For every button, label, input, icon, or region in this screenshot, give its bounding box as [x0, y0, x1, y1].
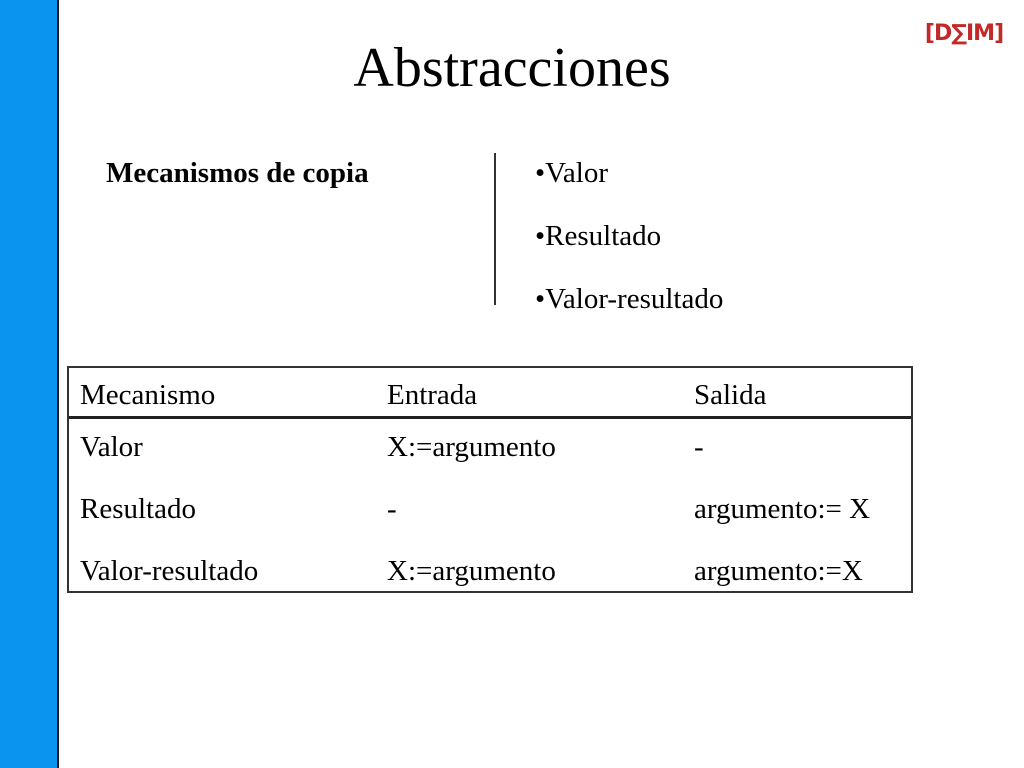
divider-line — [494, 153, 496, 305]
list-item: • Resultado — [535, 218, 723, 254]
table-cell: Valor-resultado — [80, 555, 259, 587]
mechanisms-table — [67, 366, 913, 593]
logo-sigma: ∑ — [951, 20, 966, 46]
table-header — [69, 368, 911, 419]
logo-bracket-left: [ — [924, 20, 934, 46]
side-bar — [0, 0, 59, 768]
logo-text-right: IM — [966, 20, 995, 46]
table-cell: argumento:=X — [694, 555, 863, 587]
logo-bracket-right: ] — [994, 20, 1004, 46]
header-mecanismo: Mecanismo — [80, 379, 216, 411]
table-cell: Valor — [80, 431, 143, 463]
list-item: • Valor-resultado — [535, 281, 723, 317]
table-cell: X:=argumento — [387, 555, 556, 587]
header-entrada: Entrada — [387, 379, 478, 411]
header-salida: Salida — [694, 379, 767, 411]
table-cell: - — [387, 493, 397, 525]
copy-mechanisms-list — [535, 155, 723, 317]
slide-title: Abstracciones — [353, 37, 671, 99]
copy-mechanisms-label: Mecanismos de copia — [106, 157, 369, 189]
list-item: • Valor — [535, 155, 723, 191]
table-cell: Resultado — [80, 493, 196, 525]
table-cell: X:=argumento — [387, 431, 556, 463]
table-cell: argumento:= X — [694, 493, 871, 525]
table-cell: - — [694, 431, 704, 463]
logo-text-left: D — [933, 20, 952, 46]
